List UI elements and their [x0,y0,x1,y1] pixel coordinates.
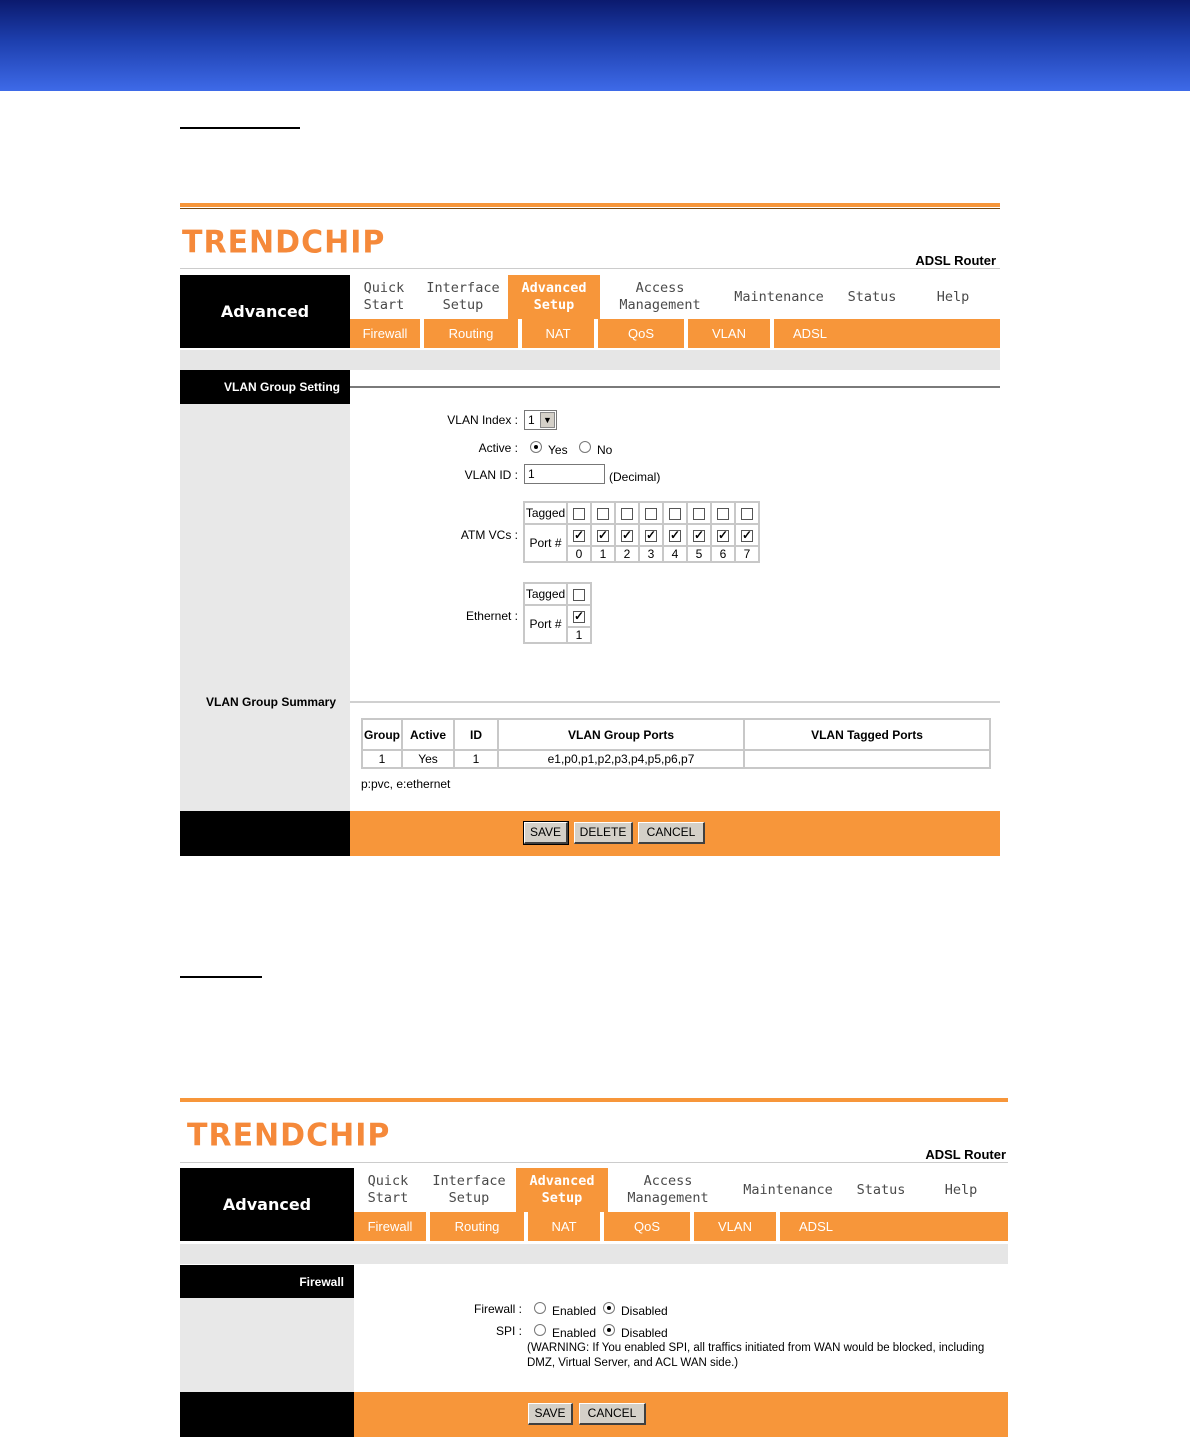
save-button[interactable]: SAVE [528,1403,573,1425]
atm-tagged-cell [591,502,615,524]
atm-tagged-0-checkbox[interactable] [573,508,585,520]
firewall-enabled-radio[interactable] [534,1302,546,1314]
grey-band [180,350,1000,370]
spi-disabled-label: Disabled [621,1326,668,1340]
submenu-qos[interactable]: QoS [633,1219,660,1234]
menu-maintenance[interactable]: Maintenance [743,1181,833,1198]
atm-tagged-cell [567,502,591,524]
atm-port-cell [567,524,591,546]
firewall-disabled-label: Disabled [621,1304,668,1318]
menu-help[interactable]: Help [944,1181,978,1198]
cancel-button[interactable]: CANCEL [579,1403,646,1425]
page-header-banner [0,0,1190,91]
summary-header-row [362,719,990,750]
atm-tagged-2-checkbox[interactable] [621,508,633,520]
eth-tagged-checkbox[interactable] [573,589,585,601]
active-yes-radio[interactable] [530,441,542,453]
button-bar-left [180,811,350,856]
eth-port-cell [567,605,591,627]
atm-port-cell [615,524,639,546]
firewall-label: Firewall : [473,1302,522,1316]
atm-port-label: Port # [524,524,567,562]
menu-advanced-setup[interactable]: Advanced Setup [508,275,600,319]
atm-port-number: 4 [663,546,687,562]
button-bar [180,1392,1008,1437]
menu-interface-setup[interactable]: Interface Setup [426,280,500,313]
ports-legend: p:pvc, e:ethernet [361,777,451,791]
firewall-enabled-label: Enabled [552,1304,597,1318]
vlan-index-select[interactable] [524,410,557,430]
heading-underline [180,127,300,129]
vlan-id-input[interactable]: 1 [524,464,605,484]
button-bar-left [180,1392,354,1437]
vlan-index-label: VLAN Index : [447,413,518,427]
firewall-disabled-radio[interactable] [603,1302,615,1314]
submenu-vlan[interactable]: VLAN [712,326,746,341]
summary-header: VLAN Group Ports [498,719,744,750]
eth-tagged-cell [567,583,591,605]
active-yes-label: Yes [548,443,568,457]
summary-cell: 1 [362,750,402,768]
atm-port-1-checkbox[interactable] [597,530,609,542]
atm-port-cell [663,524,687,546]
submenu-qos[interactable]: QoS [627,326,654,341]
menu-quick-start[interactable]: Quick Start [363,280,405,313]
vlan-group-setting-label: VLAN Group Setting [180,370,350,404]
atm-port-number: 0 [567,546,591,562]
vlan-screenshot [180,203,1000,856]
atm-tagged-6-checkbox[interactable] [717,508,729,520]
atm-port-6-checkbox[interactable] [717,530,729,542]
vlan-index-value: 1 [528,413,535,427]
spi-enabled-radio[interactable] [534,1324,546,1336]
atm-port-number: 1 [591,546,615,562]
atm-port-number: 2 [615,546,639,562]
summary-cell: Yes [402,750,454,768]
menu-access-management[interactable]: Access Management [619,280,701,313]
atm-port-cell [591,524,615,546]
eth-tagged-label: Tagged [524,583,567,605]
firewall-screenshot [180,1098,1008,1439]
atm-tagged-7-checkbox[interactable] [741,508,753,520]
button-bar [180,811,1000,856]
eth-port-checkbox[interactable] [573,611,585,623]
eth-port-number: 1 [567,627,591,643]
cancel-button[interactable]: CANCEL [638,822,705,844]
eth-tagged-row [524,583,591,605]
trendchip-logo: TRENDCHIP [187,1117,391,1154]
active-no-label: No [597,443,613,457]
atm-port-2-checkbox[interactable] [621,530,633,542]
summary-header: Active [402,719,454,750]
menu-help[interactable]: Help [936,288,970,305]
atm-tagged-cell [615,502,639,524]
vlan-id-label: VLAN ID : [464,468,518,482]
menu-status[interactable]: Status [847,288,897,305]
eth-port-label: Port # [524,605,567,643]
left-column [180,404,350,811]
menu-access-management[interactable]: Access Management [627,1173,709,1206]
button-bar-right [354,1392,1008,1437]
atm-tagged-3-checkbox[interactable] [645,508,657,520]
spi-warning-line1: (WARNING: If You enabled SPI, all traffics initiated from WAN would be blocked, including [527,1342,985,1354]
sub-menu [354,1212,1008,1241]
submenu-routing[interactable]: Routing [448,326,494,341]
table-row [362,750,990,768]
menu-status[interactable]: Status [856,1181,906,1198]
header-divider [180,268,1000,269]
save-button[interactable]: SAVE [524,822,568,844]
section-title: Advanced [180,1168,354,1241]
atm-port-5-checkbox[interactable] [693,530,705,542]
spi-disabled-radio[interactable] [603,1324,615,1336]
submenu-nat[interactable]: NAT [545,326,571,341]
submenu-nat[interactable]: NAT [551,1219,577,1234]
atm-port-number: 3 [639,546,663,562]
submenu-adsl[interactable]: ADSL [793,326,827,341]
main-menu [354,1168,1008,1212]
vlan-id-hint: (Decimal) [609,470,661,484]
heading-underline [180,976,262,978]
atm-tagged-row [524,502,759,524]
summary-cell: e1,p0,p1,p2,p3,p4,p5,p6,p7 [498,750,744,768]
active-label: Active : [478,441,518,455]
summary-header: Group [362,719,402,750]
ethernet-label: Ethernet : [465,609,518,623]
menu-quick-start[interactable]: Quick Start [367,1173,409,1206]
delete-button[interactable]: DELETE [574,822,633,844]
spi-warning-line2: DMZ, Virtual Server, and ACL WAN side.) [527,1357,739,1369]
atm-tagged-5-checkbox[interactable] [693,508,705,520]
atm-vcs-table [523,501,760,563]
atm-port-0-checkbox[interactable] [573,530,585,542]
product-name: ADSL Router [925,1147,1006,1162]
trendchip-logo: TRENDCHIP [182,224,386,261]
vlan-summary-table [361,718,991,769]
header-divider [180,1162,1008,1163]
submenu-adsl[interactable]: ADSL [799,1219,833,1234]
atm-tagged-cell [735,502,759,524]
atm-port-3-checkbox[interactable] [645,530,657,542]
product-name: ADSL Router [915,253,996,268]
ethernet-table [523,582,592,644]
atm-tagged-cell [687,502,711,524]
sub-menu [350,319,1000,348]
summary-header: VLAN Tagged Ports [744,719,990,750]
atm-port-7-checkbox[interactable] [741,530,753,542]
top-line-shadow [180,208,1000,209]
atm-vcs-label: ATM VCs : [460,528,518,542]
chevron-down-icon: ▼ [540,412,555,428]
menu-maintenance[interactable]: Maintenance [734,288,824,305]
submenu-vlan[interactable]: VLAN [718,1219,752,1234]
atm-port-4-checkbox[interactable] [669,530,681,542]
summary-divider [350,701,1000,703]
atm-port-cell [735,524,759,546]
atm-tagged-cell [711,502,735,524]
summary-header: ID [454,719,498,750]
top-orange-line [180,1098,1008,1102]
atm-port-number: 5 [687,546,711,562]
atm-port-cell [639,524,663,546]
grey-band [180,1244,1008,1264]
firewall-section-label: Firewall [180,1265,354,1298]
summary-cell [744,750,990,768]
section-divider [350,386,1000,388]
atm-tagged-4-checkbox[interactable] [669,508,681,520]
atm-port-number: 7 [735,546,759,562]
spi-label: SPI : [495,1324,522,1338]
eth-port-row [524,605,591,627]
top-orange-line [180,203,1000,207]
atm-tagged-1-checkbox[interactable] [597,508,609,520]
menu-advanced-setup[interactable]: Advanced Setup [516,1168,608,1212]
left-column [180,1298,354,1392]
atm-port-number: 6 [711,546,735,562]
submenu-firewall[interactable]: Firewall [367,1219,413,1234]
spi-enabled-label: Enabled [552,1326,597,1340]
atm-port-cell [711,524,735,546]
atm-tagged-cell [663,502,687,524]
atm-port-cell [687,524,711,546]
atm-tagged-cell [639,502,663,524]
atm-port-row [524,524,759,546]
button-bar-right [350,811,1000,856]
main-menu [350,275,1000,319]
vlan-group-summary-label: VLAN Group Summary [206,695,337,709]
submenu-firewall[interactable]: Firewall [362,326,408,341]
menu-interface-setup[interactable]: Interface Setup [432,1173,506,1206]
section-title: Advanced [180,275,350,348]
summary-cell: 1 [454,750,498,768]
active-no-radio[interactable] [579,441,591,453]
atm-tagged-label: Tagged [524,502,567,524]
submenu-routing[interactable]: Routing [454,1219,500,1234]
